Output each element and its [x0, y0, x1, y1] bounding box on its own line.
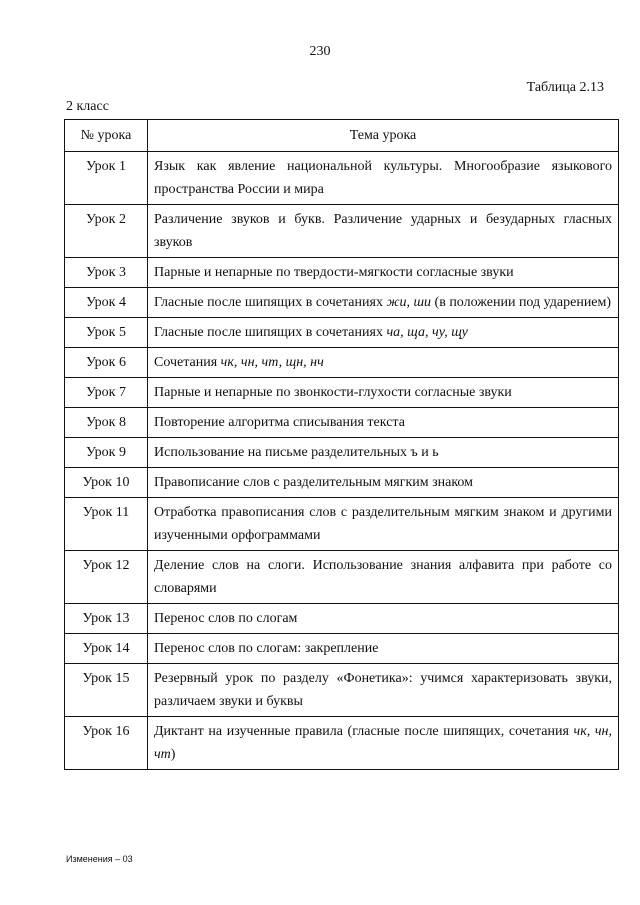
lesson-topic-text: Диктант на изученные правила (гласные после шипящих, сочетания [154, 724, 574, 739]
lesson-number: Урок 5 [65, 318, 148, 348]
lesson-number: Урок 7 [65, 378, 148, 408]
table-row [65, 378, 619, 408]
lesson-topic [148, 318, 619, 348]
lesson-topic-text: Различение звуков и букв. Различение ударных и безударных гласных звуков [154, 212, 612, 250]
lesson-topic [148, 205, 619, 258]
footer-note: Изменения – 03 [66, 854, 133, 864]
lesson-topic [148, 408, 619, 438]
lesson-topic [148, 288, 619, 318]
table-row [65, 634, 619, 664]
lesson-number: Урок 14 [65, 634, 148, 664]
lesson-topic [148, 664, 619, 717]
lesson-topic-text: Перенос слов по слогам [154, 611, 298, 626]
table-header-row [65, 120, 619, 152]
table-row [65, 498, 619, 551]
lesson-number: Урок 11 [65, 498, 148, 551]
lesson-topic [148, 348, 619, 378]
lesson-topic-text: Язык как явление национальной культуры. Многообразие языкового пространства России и мира [154, 159, 612, 197]
lesson-number: Урок 6 [65, 348, 148, 378]
lesson-topic-italic-text: ча, ща, чу, щу [386, 325, 468, 340]
lesson-topic [148, 498, 619, 551]
lesson-topic [148, 634, 619, 664]
table-row [65, 318, 619, 348]
lesson-topic-text: Парные и непарные по звонкости-глухости согласные звуки [154, 385, 512, 400]
lesson-number: Урок 4 [65, 288, 148, 318]
lesson-number: Урок 9 [65, 438, 148, 468]
lessons-body [65, 152, 619, 770]
table-row [65, 152, 619, 205]
table-row [65, 258, 619, 288]
table-label: Таблица 2.13 [526, 80, 604, 95]
lesson-topic-text: Правописание слов с разделительным мягким знаком [154, 475, 474, 490]
lesson-number: Урок 2 [65, 205, 148, 258]
column-header-lesson-topic: Тема урока [148, 120, 619, 152]
lesson-topic [148, 551, 619, 604]
lesson-number: Урок 12 [65, 551, 148, 604]
lesson-number: Урок 1 [65, 152, 148, 205]
page-number: 230 [309, 44, 331, 59]
grade-label: 2 класс [66, 99, 109, 114]
lesson-topic [148, 604, 619, 634]
lesson-topic-text: Резервный урок по разделу «Фонетика»: учимся характеризовать звуки, различаем звуки и буквы [154, 671, 612, 709]
lesson-topic [148, 378, 619, 408]
table-row [65, 348, 619, 378]
table-row [65, 551, 619, 604]
lesson-topic [148, 258, 619, 288]
lesson-topic-text: Парные и непарные по твердости-мягкости согласные звуки [154, 265, 514, 280]
table-row [65, 604, 619, 634]
lesson-topic [148, 468, 619, 498]
lesson-topic [148, 717, 619, 770]
lesson-topic-italic-text: жи, ши [386, 295, 432, 310]
lesson-topic-text: Повторение алгоритма списывания текста [154, 415, 405, 430]
lesson-topic-text-after: ) [170, 747, 176, 762]
lesson-topic-text: Использование на письме разделительных ъ и ь [154, 445, 439, 460]
lesson-topic-text: Деление слов на слоги. Использование знания алфавита при работе со словарями [154, 558, 612, 596]
lesson-topic-italic-text: чк, чн, чт, щн, нч [220, 355, 324, 370]
table-row [65, 664, 619, 717]
lesson-topic-text: Перенос слов по слогам: закрепление [154, 641, 379, 656]
table-row [65, 288, 619, 318]
table-row [65, 717, 619, 770]
lesson-topic [148, 152, 619, 205]
lesson-number: Урок 15 [65, 664, 148, 717]
table-row [65, 205, 619, 258]
lesson-number: Урок 10 [65, 468, 148, 498]
lesson-number: Урок 3 [65, 258, 148, 288]
table-row [65, 468, 619, 498]
lesson-topic-text: Сочетания [154, 355, 221, 370]
lesson-topic-text: Отработка правописания слов с разделительным мягким знаком и другими изученными орфограммами [154, 505, 612, 543]
lesson-number: Урок 13 [65, 604, 148, 634]
table-row [65, 408, 619, 438]
lesson-number: Урок 8 [65, 408, 148, 438]
lesson-topic-text: Гласные после шипящих в сочетаниях [154, 295, 387, 310]
lesson-topic-text: Гласные после шипящих в сочетаниях [154, 325, 387, 340]
table-row [65, 438, 619, 468]
lesson-number: Урок 16 [65, 717, 148, 770]
lesson-topic [148, 438, 619, 468]
lesson-topic-text-after: (в положении под ударением) [431, 295, 612, 310]
lessons-table [64, 119, 619, 770]
column-header-lesson-number: № урока [65, 120, 148, 152]
lesson-topic-italic-text: чк, чн, чт [154, 724, 613, 762]
